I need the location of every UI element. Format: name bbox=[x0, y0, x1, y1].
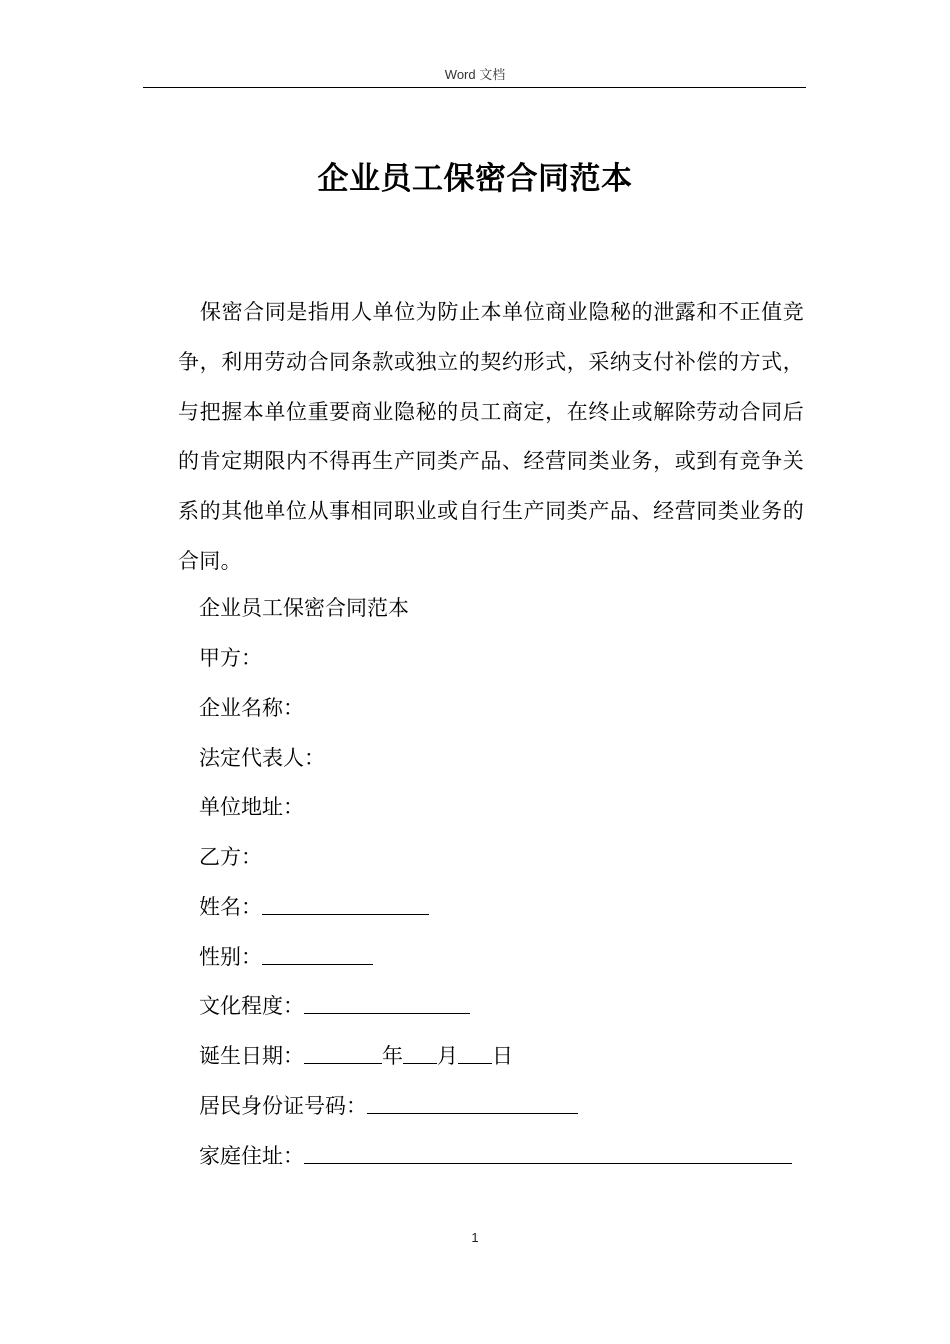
birth-date-line bbox=[199, 1041, 513, 1071]
gender-line bbox=[199, 942, 373, 972]
birth-month-blank bbox=[403, 1062, 437, 1064]
unit-address-line bbox=[199, 792, 304, 822]
page-header: Word 文档 bbox=[444, 67, 506, 82]
company-name-label: 企业名称： bbox=[199, 696, 304, 720]
unit-address-label: 单位地址： bbox=[199, 795, 304, 819]
subtitle-text: 企业员工保密合同范本 bbox=[199, 596, 409, 620]
year-label: 年 bbox=[382, 1044, 403, 1068]
home-address-blank bbox=[304, 1162, 792, 1164]
name-line bbox=[199, 892, 429, 922]
birth-year-blank bbox=[304, 1062, 382, 1064]
page-number: 1 bbox=[471, 1230, 479, 1245]
intro-paragraph: 保密合同是指用人单位为防止本单位商业隐秘的泄露和不正值竞争，利用劳动合同条款或独立的契约形式，采纳支付补偿的方式，与把握本单位重要商业隐秘的员工商定，在终止或解除劳动合同后的肯定期限内不得再生产同类产品、经营同类业务，或到有竞争关系的其他单位从事相同职业或自行生产同类产品、经营同类业务的合同。 bbox=[178, 300, 804, 573]
gender-blank bbox=[262, 963, 373, 965]
education-line bbox=[199, 991, 470, 1021]
header-rule bbox=[143, 87, 806, 88]
home-address-label: 家庭住址： bbox=[199, 1144, 304, 1168]
home-address-line bbox=[199, 1141, 792, 1171]
education-label: 文化程度： bbox=[199, 994, 304, 1018]
education-blank bbox=[304, 1012, 470, 1014]
party-b-line bbox=[199, 842, 262, 872]
party-a-line bbox=[199, 643, 262, 673]
month-label: 月 bbox=[437, 1044, 458, 1068]
company-name-line bbox=[199, 693, 304, 723]
id-number-blank bbox=[367, 1112, 578, 1114]
legal-rep-label: 法定代表人： bbox=[199, 746, 325, 770]
subtitle-line bbox=[199, 593, 409, 623]
party-a-label: 甲方： bbox=[199, 646, 262, 670]
id-number-label: 居民身份证号码： bbox=[199, 1094, 367, 1118]
id-number-line bbox=[199, 1091, 578, 1121]
birth-day-blank bbox=[458, 1062, 492, 1064]
day-label: 日 bbox=[492, 1044, 513, 1068]
gender-label: 性别： bbox=[199, 945, 262, 969]
birth-date-label: 诞生日期： bbox=[199, 1044, 304, 1068]
party-b-label: 乙方： bbox=[199, 845, 262, 869]
document-title: 企业员工保密合同范本 bbox=[317, 161, 633, 197]
name-blank bbox=[262, 913, 429, 915]
legal-rep-line bbox=[199, 743, 325, 773]
name-label: 姓名： bbox=[199, 895, 262, 919]
